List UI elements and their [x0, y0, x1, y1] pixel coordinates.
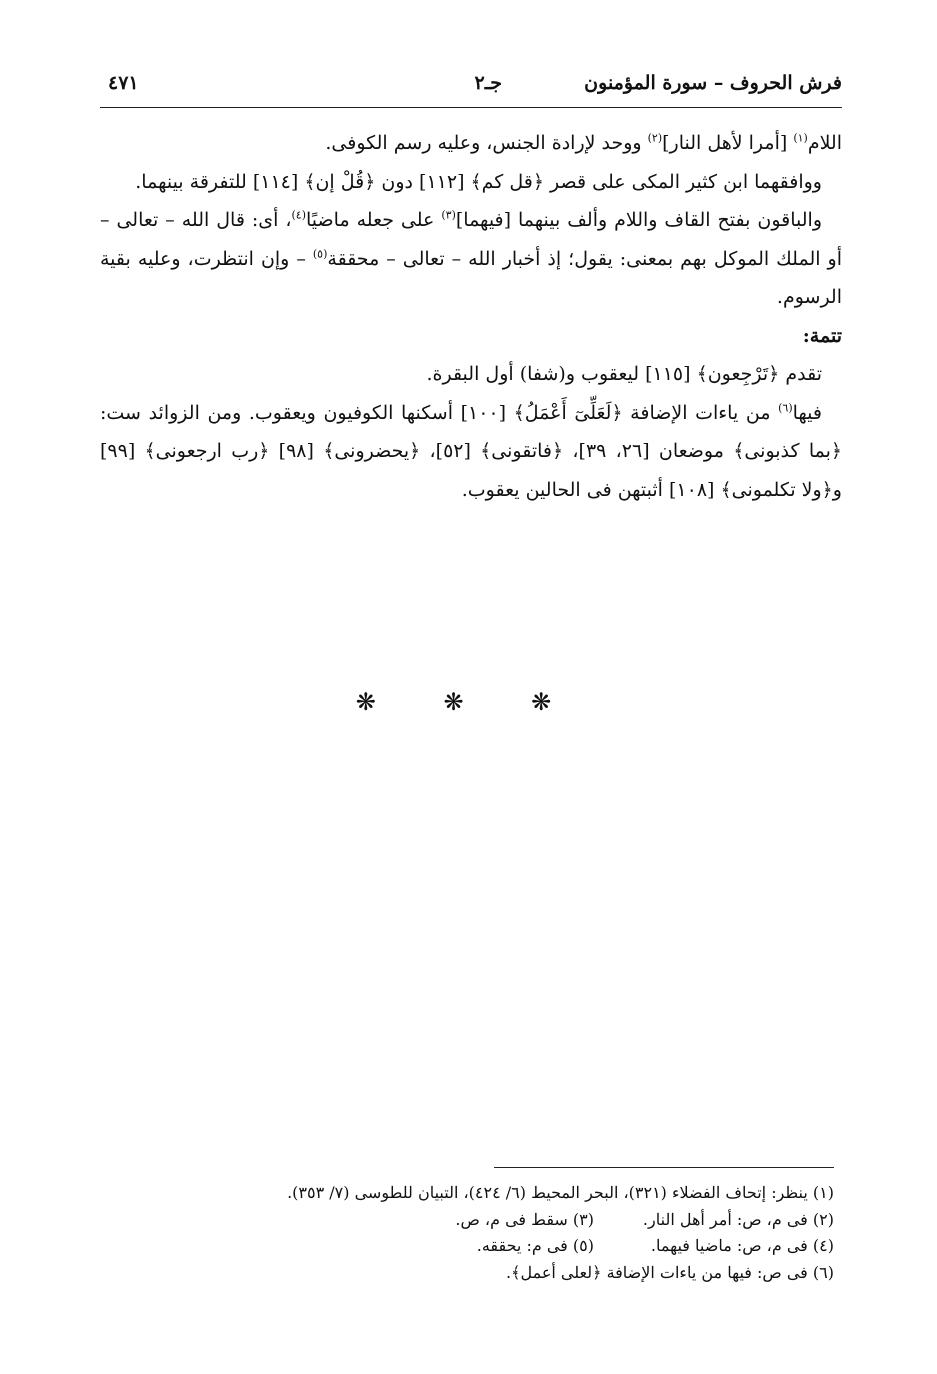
header-volume: جـ٢ — [474, 72, 502, 94]
paragraph-3 — [100, 201, 842, 317]
footnote-2: (٢) فى م، ص: أمر أهل النار. — [642, 1209, 834, 1229]
text-run: – وإن انتظرت، وعليه بقية الرسوم. — [100, 247, 842, 308]
paragraph-5 — [100, 394, 842, 510]
footnote-5: (٥) فى م: يحققه. — [476, 1236, 594, 1255]
footnote-row — [100, 1207, 834, 1234]
footnote-1: (١) ينظر: إتحاف الفضلاء (٣٢١)، البحر المحيط (٦/ ٤٢٤)، التبيان للطوسى (٧/ ٣٥٣). — [287, 1183, 834, 1202]
text-run: ، أى: قال الله – تعالى – أو الملك الموكل بهم بمعنى: يقول؛ إذ أخبار الله – تعالى – محققة — [100, 209, 842, 270]
text-run: والباقون بفتح القاف واللام وألف بينهما [فيهما] — [455, 209, 822, 231]
footnotes — [100, 1180, 834, 1286]
footnote-6: (٦) فى ص: فيها من ياءات الإضافة ﴿لعلى أعمل﴾. — [505, 1262, 834, 1282]
text-run: [أمرا لأهل النار] — [662, 132, 794, 154]
text-run: ووحد لإرادة الجنس، وعليه رسم الكوفى. — [325, 132, 648, 154]
page-number: ٤٧١ — [108, 72, 139, 94]
text-run: من ياءات الإضافة ﴿لَعَلِّىٓ أَعْمَلُ﴾ [١٠٠] أسكنها الكوفيون ويعقوب. ومن الزوائد ست: ﴿بما كذبونى﴾ موضعان [٢٦، ٣٩]، ﴿فاتقونى﴾ [٥٢]، ﴿يحضرونى﴾ [٩٨] ﴿رب ارجعونى﴾ [٩٩] و﴿ولا تكلمونى﴾ [١٠٨] أثبتهن فى الحالين يعقوب. — [100, 401, 843, 501]
footnote-ref-3[interactable]: (٣) — [441, 208, 456, 222]
footnote-rule — [494, 1167, 834, 1168]
footnote-ref-4[interactable]: (٤) — [291, 208, 307, 222]
paragraph-2: ووافقهما ابن كثير المكى على قصر ﴿قل كم﴾ [١١٢] دون ﴿قُلْ إن﴾ [١١٤] للتفرقة بينهما. — [135, 170, 822, 193]
paragraph-1 — [100, 124, 842, 163]
footnote-3: (٣) سقط فى م، ص. — [455, 1209, 594, 1229]
section-separator: ❋ ❋ ❋ — [355, 688, 582, 716]
section-heading: تتمة: — [802, 324, 842, 347]
footnote-ref-2[interactable]: (٢) — [647, 131, 663, 145]
footnote-ref-1[interactable]: (١) — [793, 131, 808, 145]
footnote-4: (٤) فى م، ص: ماضيا فيهما. — [650, 1236, 834, 1255]
header-title: فرش الحروف – سورة المؤمنون — [584, 72, 842, 94]
running-header — [100, 70, 842, 104]
footnote-ref-6[interactable]: (٦) — [778, 401, 793, 415]
text-run: اللام — [807, 132, 842, 154]
paragraph-4: تقدم ﴿تَرْجِعون﴾ [١١٥] ليعقوب و(شفا) أول البقرة. — [426, 363, 822, 385]
text-run: فيها — [792, 401, 822, 424]
header-rule — [100, 107, 842, 108]
main-text — [100, 124, 842, 509]
footnote-ref-5[interactable]: (٥) — [312, 247, 328, 261]
text-run: على جعله ماضيًا — [306, 209, 442, 231]
footnote-row — [100, 1233, 834, 1260]
